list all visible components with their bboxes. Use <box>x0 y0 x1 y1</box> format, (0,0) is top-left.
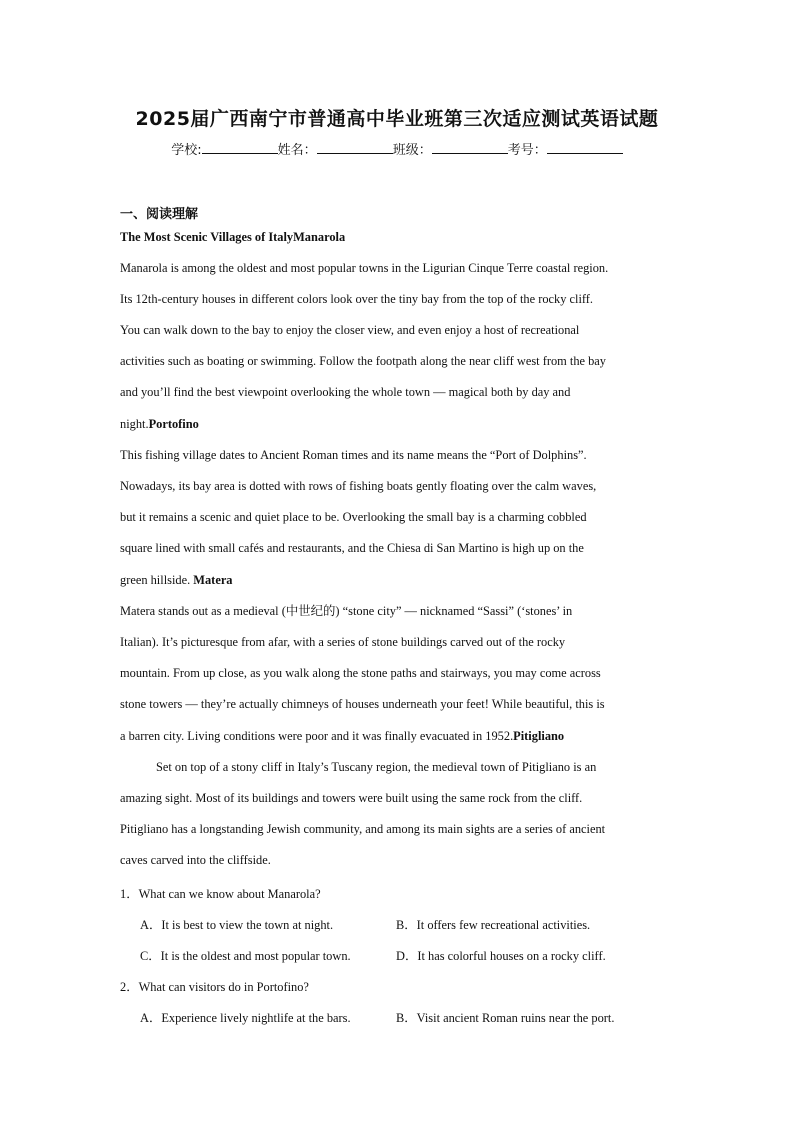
passage-text: green hillside. <box>120 573 194 587</box>
passage-line: activities such as boating or swimming. Follow the footpath along the near cliff west from the bay <box>120 354 606 368</box>
class-blank[interactable] <box>432 141 508 154</box>
subheading-pitigliano: Pitigliano <box>513 729 565 743</box>
school-label: 学校: <box>171 143 202 158</box>
passage-line: Italian). It’s picturesque from afar, with a series of stone buildings carved out of the rocky <box>120 635 566 649</box>
passage-line: Manarola is among the oldest and most popular towns in the Ligurian Cinque Terre coastal region. <box>120 261 609 275</box>
passage-line: square lined with small cafés and restaurants, and the Chiesa di San Martino is high up on the <box>120 541 584 555</box>
question-1-option-d[interactable]: D．It has colorful houses on a rocky cliff. <box>396 949 606 963</box>
section-heading: 一、阅读理解 <box>120 207 199 222</box>
passage-heading: The Most Scenic Villages of ItalyManarola <box>120 230 346 244</box>
name-blank[interactable] <box>317 141 393 154</box>
question-1-option-a[interactable]: A．It is best to view the town at night. <box>140 918 334 932</box>
question-1-option-b[interactable]: B．It offers few recreational activities. <box>396 918 591 932</box>
passage-line: Pitigliano has a longstanding Jewish community, and among its main sights are a series of ancient <box>120 822 606 836</box>
question-2-option-a[interactable]: A．Experience lively nightlife at the bars. <box>140 1011 351 1025</box>
school-blank[interactable] <box>202 141 278 154</box>
question-1-stem: 1．What can we know about Manarola? <box>120 887 321 901</box>
student-info-line <box>0 139 794 158</box>
passage-line: amazing sight. Most of its buildings and towers were built using the same rock from the cliff. <box>120 791 583 805</box>
passage-line: stone towers — they’re actually chimneys of houses underneath your feet! While beautiful, this is <box>120 697 605 711</box>
subheading-matera: Matera <box>193 573 233 587</box>
passage-text: a barren city. Living conditions were poor and it was finally evacuated in 1952. <box>120 729 514 743</box>
passage-line: Matera stands out as a medieval (中世纪的) “stone city” — nicknamed “Sassi” (‘stones’ in <box>120 604 573 618</box>
passage-text: night. <box>120 417 149 431</box>
class-label: 班级： <box>392 143 432 158</box>
passage-line: You can walk down to the bay to enjoy the closer view, and even enjoy a host of recreational <box>120 323 580 337</box>
passage-line <box>120 728 564 744</box>
passage-line: This fishing village dates to Ancient Roman times and its name means the “Port of Dolphins”. <box>120 448 587 462</box>
exam-number-label: 考号： <box>507 143 547 158</box>
question-1-option-c[interactable]: C．It is the oldest and most popular town. <box>140 949 351 963</box>
passage-line: Its 12th-century houses in different colors look over the tiny bay from the top of the rocky cliff. <box>120 292 594 306</box>
page-title: 2025届广西南宁市普通高中毕业班第三次适应测试英语试题 <box>135 108 659 130</box>
passage-line: but it remains a scenic and quiet place to be. Overlooking the small bay is a charming cobbled <box>120 510 587 524</box>
passage-line: mountain. From up close, as you walk along the stone paths and stairways, you may come across <box>120 666 601 680</box>
question-2-option-b[interactable]: B．Visit ancient Roman ruins near the port. <box>396 1011 615 1025</box>
question-2-stem: 2．What can visitors do in Portofino? <box>120 980 309 994</box>
passage-line: Nowadays, its bay area is dotted with rows of fishing boats gently floating over the calm waves, <box>120 479 597 493</box>
passage-line: Set on top of a stony cliff in Italy’s Tuscany region, the medieval town of Pitigliano is an <box>156 760 597 774</box>
passage-line <box>120 572 233 588</box>
passage-line: caves carved into the cliffside. <box>120 853 271 867</box>
passage-line <box>120 416 199 432</box>
passage-line: and you’ll find the best viewpoint overlooking the whole town — magical both by day and <box>120 385 571 399</box>
exam-number-blank[interactable] <box>547 141 623 154</box>
name-label: 姓名： <box>277 143 317 158</box>
subheading-portofino: Portofino <box>148 417 199 431</box>
